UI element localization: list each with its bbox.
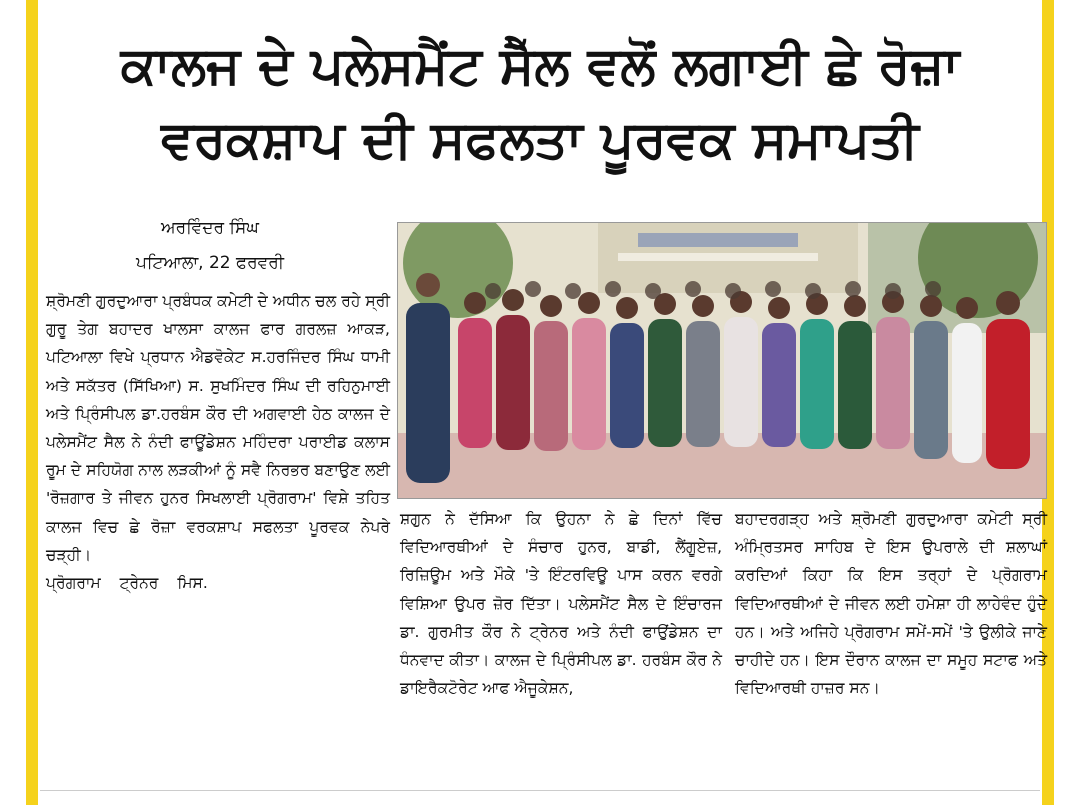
group-photo-illustration — [398, 223, 1046, 498]
byline-author: ਅਰਵਿੰਦਰ ਸਿੰਘ — [161, 218, 259, 238]
article-column-2 — [400, 505, 722, 795]
article-paragraph-1: ਸ਼੍ਰੋਮਣੀ ਗੁਰਦੁਆਰਾ ਪ੍ਰਬੰਧਕ ਕਮੇਟੀ ਦੇ ਅਧੀਨ ਚਲ ਰਹੇ ਸ੍ਰੀ ਗੁਰੂ ਤੇਗ ਬਹਾਦਰ ਖਾਲਸਾ ਕਾਲਜ ਫਾਰ ਗਰਲਜ਼ ਆਕੜ, ਪਟਿਆਲਾ ਵਿਖੇ ਪ੍ਰਧਾਨ ਐਡਵੋਕੇਟ ਸ.ਹਰਜਿੰਦਰ ਸਿੰਘ ਧਾਮੀ ਅਤੇ ਸਕੱਤਰ (ਸਿੱਖਿਆ) ਸ. ਸੁਖਮਿੰਦਰ ਸਿੰਘ ਦੀ ਰਹਿਨੁਮਾਈ ਅਤੇ ਪ੍ਰਿੰਸੀਪਲ ਡਾ.ਹਰਬੰਸ ਕੌਰ ਦੀ ਅਗਵਾਈ ਹੇਠ ਕਾਲਜ ਦੇ ਪਲੇਸਮੈਂਟ ਸੈਲ ਨੇ ਨੰਦੀ ਫਾਊਂਡੇਸ਼ਨ ਮਹਿੰਦਰਾ ਪਰਾਈਡ ਕਲਾਸ ਰੂਮ ਦੇ ਸਹਿਯੋਗ ਨਾਲ ਲੜਕੀਆਂ ਨੂੰ ਸਵੈ ਨਿਰਭਰ ਬਣਾਉਣ ਲਈ 'ਰੋਜ਼ਗਾਰ ਤੇ ਜੀਵਨ ਹੁਨਰ ਸਿਖਲਾਈ ਪ੍ਰੋਗਰਾਮ' ਵਿਸ਼ੇ ਤਹਿਤ ਕਾਲਜ ਵਿਚ ਛੇ ਰੋਜ਼ਾ ਵਰਕਸ਼ਾਪ ਸਫਲਤਾ ਪੂਰਵਕ ਨੇਪਰੇ ਚੜ੍ਹੀ। — [46, 292, 390, 564]
bottom-rule — [40, 790, 1040, 791]
page-border-left — [26, 0, 38, 805]
article-column-3 — [735, 505, 1047, 795]
headline-line-2: ਵਰਕਸ਼ਾਪ ਦੀ ਸਫਲਤਾ ਪੂਰਵਕ ਸਮਾਪਤੀ — [161, 110, 919, 170]
headline-line-1: ਕਾਲਜ ਦੇ ਪਲੇਸਮੈਂਟ ਸੈੱਲ ਵਲੋਂ ਲਗਾਈ ਛੇ ਰੋਜ਼ਾ — [120, 36, 960, 96]
article-paragraph-2-start: ਪ੍ਰੋਗਰਾਮ ਟ੍ਰੇਨਰ ਮਿਸ. — [46, 574, 208, 593]
group-photo — [397, 222, 1047, 499]
byline-dateline: ਪਟਿਆਲਾ, 22 ਫਰਵਰੀ — [136, 253, 284, 273]
article-column-1 — [46, 287, 390, 787]
article-paragraph-4: ਬਹਾਦਰਗੜ੍ਹ ਅਤੇ ਸ਼੍ਰੋਮਣੀ ਗੁਰਦੁਆਰਾ ਕਮੇਟੀ ਸ੍ਰੀ ਅੰਮ੍ਰਿਤਸਰ ਸਾਹਿਬ ਦੇ ਇਸ ਉਪਰਾਲੇ ਦੀ ਸ਼ਲਾਘਾਂ ਕਰਦਿਆਂ ਕਿਹਾ ਕਿ ਇਸ ਤਰ੍ਹਾਂ ਦੇ ਪ੍ਰੋਗਰਾਮ ਵਿਦਿਆਰਥੀਆਂ ਦੇ ਜੀਵਨ ਲਈ ਹਮੇਸ਼ਾ ਹੀ ਲਾਹੇਵੰਦ ਹੁੰਦੇ ਹਨ। ਅਤੇ ਅਜਿਹੇ ਪ੍ਰੋਗਰਾਮ ਸਮੇਂ-ਸਮੇਂ 'ਤੇ ਉਲੀਕੇ ਜਾਣੇ ਚਾਹੀਦੇ ਹਨ। ਇਸ ਦੌਰਾਨ ਕਾਲਜ ਦਾ ਸਮੂਹ ਸਟਾਫ ਅਤੇ ਵਿਦਿਆਰਥੀ ਹਾਜ਼ਰ ਸਨ। — [735, 510, 1047, 698]
article-paragraph-3: ਸ਼ਗੁਨ ਨੇ ਦੱਸਿਆ ਕਿ ਉਹਨਾ ਨੇ ਛੇ ਦਿਨਾਂ ਵਿੱਚ ਵਿਦਿਆਰਥੀਆਂ ਦੇ ਸੰਚਾਰ ਹੁਨਰ, ਬਾਡੀ, ਲੈਂਗੂਏਜ਼, ਰਿਜ਼ਿਊਮ ਅਤੇ ਮੌਕੇ 'ਤੇ ਇੰਟਰਵਿਊ ਪਾਸ ਕਰਨ ਵਰਗੇ ਵਿਸ਼ਿਆ ਉਪਰ ਜ਼ੋਰ ਦਿੱਤਾ। ਪਲੇਸਮੈਂਟ ਸੈਲ ਦੇ ਇੰਚਾਰਜ ਡਾ. ਗੁਰਮੀਤ ਕੌਰ ਨੇ ਟ੍ਰੇਨਰ ਅਤੇ ਨੰਦੀ ਫਾਉਂਡੇਸ਼ਨ ਦਾ ਧੰਨਵਾਦ ਕੀਤਾ। ਕਾਲਜ ਦੇ ਪ੍ਰਿੰਸੀਪਲ ਡਾ. ਹਰਬੰਸ ਕੌਰ ਨੇ ਡਾਇਰੈਕਟੋਰੇਟ ਆਫ ਐਜੂਕੇਸ਼ਨ, — [400, 510, 722, 698]
